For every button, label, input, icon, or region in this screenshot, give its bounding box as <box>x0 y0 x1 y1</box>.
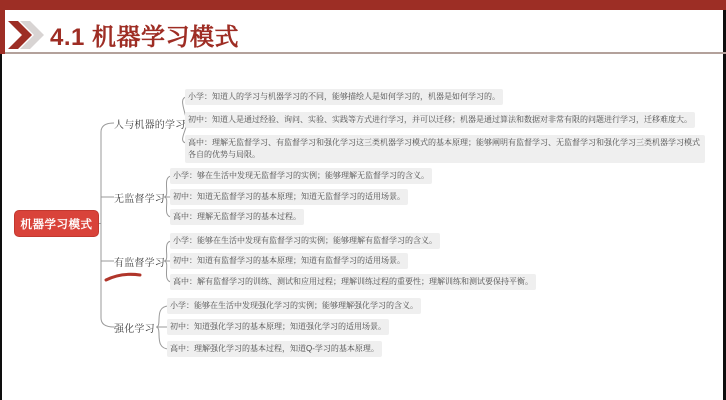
branch-label-human-vs-machine: 人与机器的学习 <box>114 120 186 131</box>
mindmap-root-node: 机器学习模式 <box>14 210 99 237</box>
leaf-row: 小学：能够在生活中发现强化学习的实例；能够理解强化学习的含义。 <box>167 298 421 314</box>
red-underline-annotation <box>106 274 140 280</box>
header-divider <box>0 52 726 54</box>
branch-label-reinforcement: 强化学习 <box>114 324 155 335</box>
branch-label-supervised: 有监督学习 <box>114 258 165 269</box>
leaf-row: 高中：理解无监督学习、有监督学习和强化学习这三类机器学习模式的基本原理；能够阐明有监督学习、无监督学习和强化学习三类机器学习模式各自的优势与局限。 <box>185 135 705 163</box>
leaf-row: 初中：知道人是通过经验、询问、实验、实践等方式进行学习，并可以迁移；机器是通过算法和数据对非常有限的问题进行学习，迁移难度大。 <box>185 112 695 128</box>
leaf-row: 小学：知道人的学习与机器学习的不同，能够描绘人是如何学习的，机器是如何学习的。 <box>185 89 503 105</box>
leaf-row: 高中：理解强化学习的基本过程，知道Q-学习的基本原理。 <box>167 341 382 357</box>
header-accent-leftbar <box>0 0 5 54</box>
page-title: 4.1 机器学习模式 <box>50 24 240 51</box>
leaf-row: 初中：知道无监督学习的基本原理；知道无监督学习的适用场景。 <box>170 189 408 205</box>
leaf-row: 小学：能够在生活中发现有监督学习的实例；能够理解有监督学习的含义。 <box>170 233 440 249</box>
trunk-connector <box>99 123 114 327</box>
leaf-row: 高中：解有监督学习的训练、测试和应用过程；理解训练过程的重要性；理解训练和测试要保持平衡。 <box>170 274 536 290</box>
double-chevron-icon <box>8 21 54 49</box>
branch-label-unsupervised: 无监督学习 <box>114 194 165 205</box>
header-accent-strip <box>0 0 726 10</box>
leaf-row: 高中：理解无监督学习的基本过程。 <box>170 209 304 225</box>
leaf-row: 小学：够在生活中发现无监督学习的实例；能够理解无监督学习的含义。 <box>170 168 432 184</box>
leaf-row: 初中：知道强化学习的基本原理；知道强化学习的适用场景。 <box>167 319 389 335</box>
leaf-row: 初中：知道有监督学习的基本原理；知道有监督学习的适用场景。 <box>170 253 408 269</box>
